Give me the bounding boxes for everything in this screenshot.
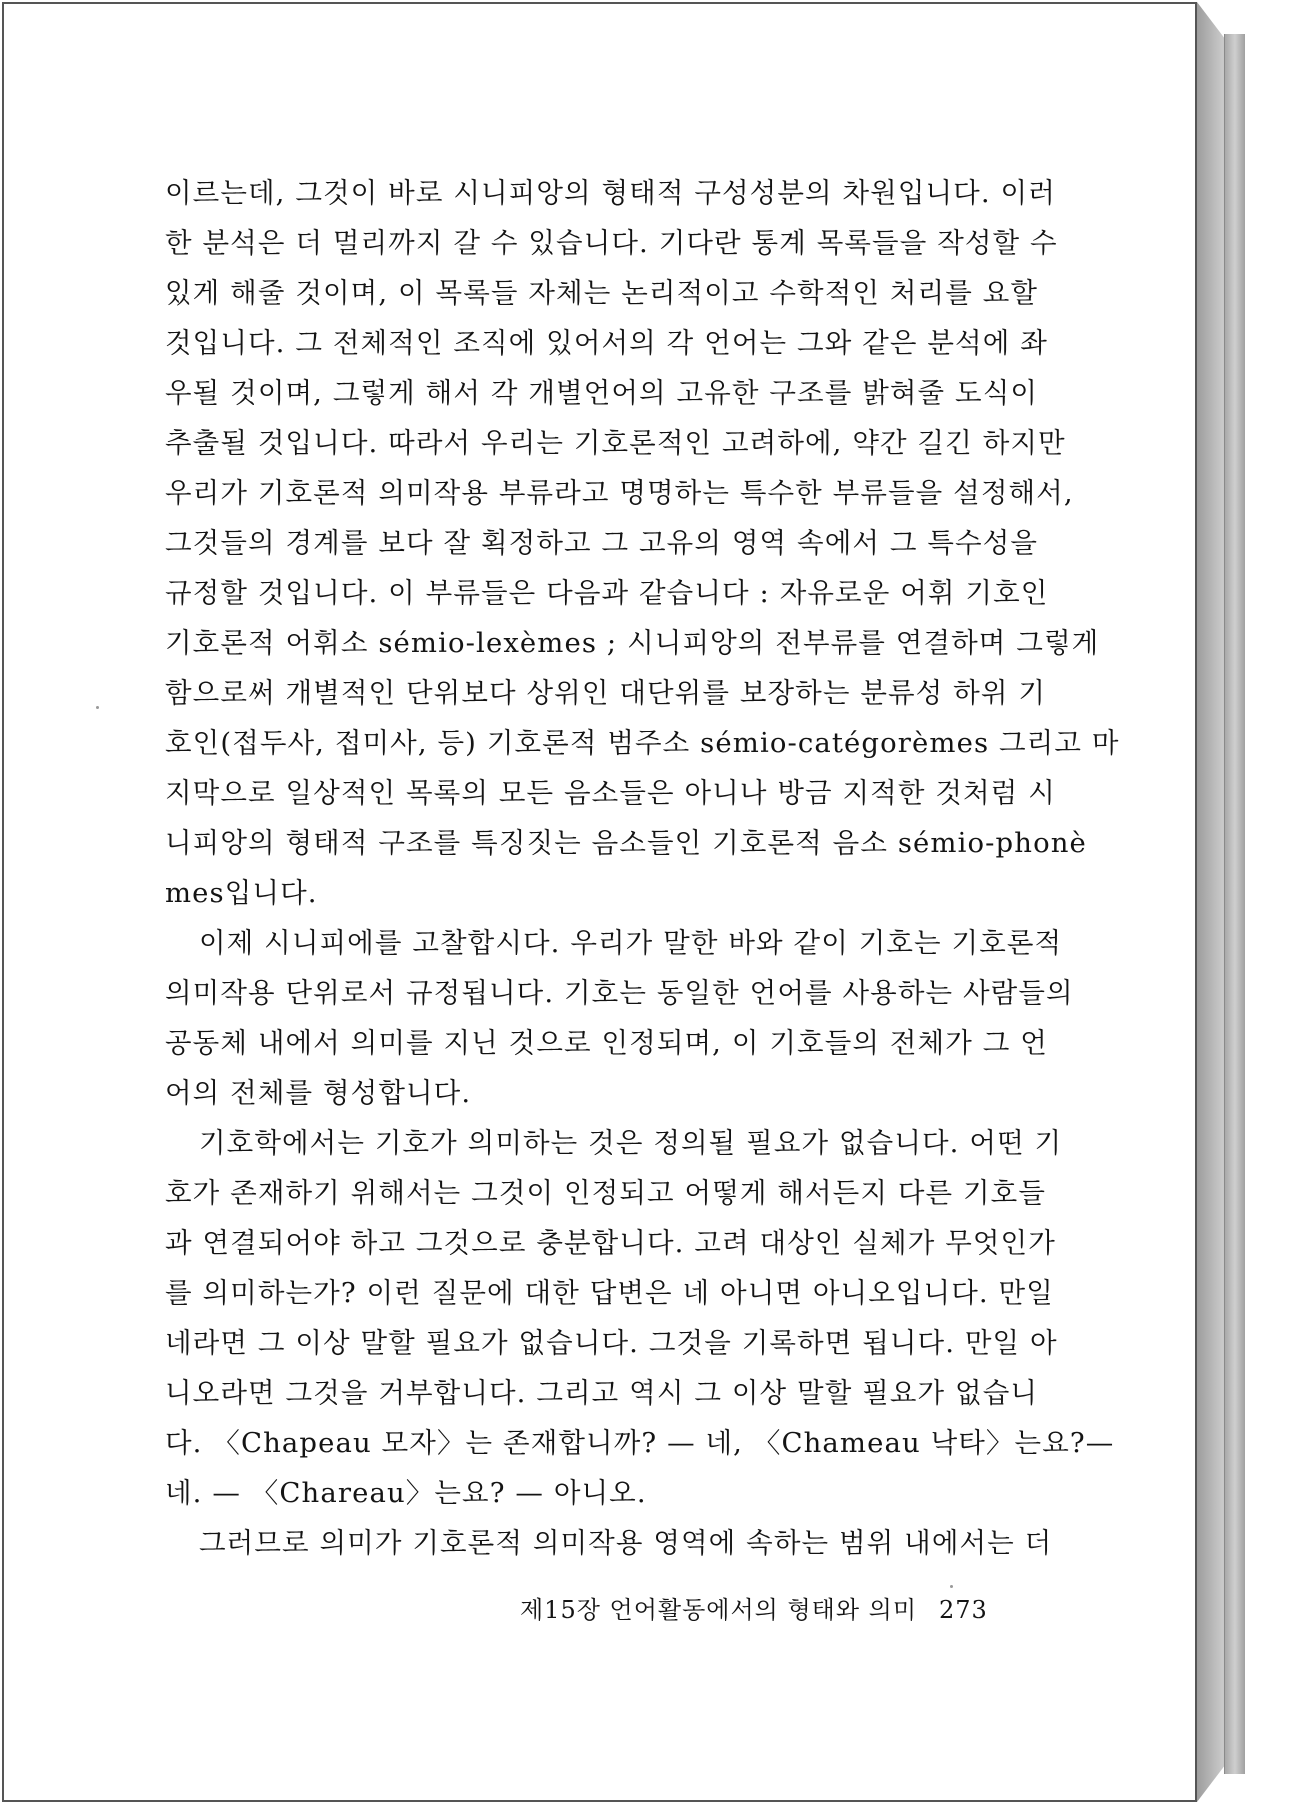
text-line: mes입니다.	[165, 877, 318, 909]
text-line: 그것들의 경계를 보다 잘 획정하고 그 고유의 영역 속에서 그 특수성을	[165, 527, 1039, 559]
page-number: 273	[939, 1596, 988, 1624]
text-line: 것입니다. 그 전체적인 조직에 있어서의 각 언어는 그와 같은 분석에 좌	[165, 327, 1048, 359]
text-line: 추출될 것입니다. 따라서 우리는 기호론적인 고려하에, 약간 길긴 하지만	[165, 427, 1066, 459]
text-line: 니피앙의 형태적 구조를 특징짓는 음소들인 기호론적 음소 sémio-phonè	[165, 827, 1087, 859]
text-line: 우리가 기호론적 의미작용 부류라고 명명하는 특수한 부류들을 설정해서,	[165, 477, 1074, 509]
page-footer	[520, 1590, 988, 1625]
paragraph	[165, 1118, 1115, 1518]
paragraph	[165, 918, 1074, 1118]
running-head: 제15장 언어활동에서의 형태와 의미	[520, 1596, 918, 1624]
text-line: 기호학에서는 기호가 의미하는 것은 정의될 필요가 없습니다. 어떤 기	[199, 1127, 1063, 1159]
text-line: 니오라면 그것을 거부합니다. 그리고 역시 그 이상 말할 필요가 없습니	[165, 1377, 1039, 1409]
text-line: 네라면 그 이상 말할 필요가 없습니다. 그것을 기록하면 됩니다. 만일 아	[165, 1327, 1058, 1359]
page-stack-edge	[1224, 34, 1245, 1774]
text-line: 우될 것이며, 그렇게 해서 각 개별언어의 고유한 구조를 밝혀줄 도식이	[165, 377, 1039, 409]
text-line: 의미작용 단위로서 규정됩니다. 기호는 동일한 언어를 사용하는 사람들의	[165, 977, 1074, 1009]
text-line: 호가 존재하기 위해서는 그것이 인정되고 어떻게 해서든지 다른 기호들	[165, 1177, 1047, 1209]
body-text	[165, 168, 1120, 1568]
scan-speck	[950, 1585, 953, 1588]
scan-speck	[96, 706, 99, 709]
text-line: 지막으로 일상적인 목록의 모든 음소들은 아니나 방금 지적한 것처럼 시	[165, 777, 1056, 809]
paragraph	[165, 168, 1120, 918]
text-line: 이제 시니피에를 고찰합시다. 우리가 말한 바와 같이 기호는 기호론적	[199, 927, 1063, 959]
text-line: 다. 〈Chapeau 모자〉는 존재합니까? — 네, 〈Chameau 낙타〉는요?—	[165, 1427, 1115, 1459]
text-line: 기호론적 어휘소 sémio-lexèmes ; 시니피앙의 전부류를 연결하며 그렇게	[165, 627, 1100, 659]
text-line: 한 분석은 더 멀리까지 갈 수 있습니다. 기다란 통계 목록들을 작성할 수	[165, 227, 1058, 259]
text-line: 그러므로 의미가 기호론적 의미작용 영역에 속하는 범위 내에서는 더	[199, 1527, 1053, 1559]
text-line: 과 연결되어야 하고 그것으로 충분합니다. 고려 대상인 실체가 무엇인가	[165, 1227, 1056, 1259]
text-line: 네. — 〈Chareau〉는요? — 아니오.	[165, 1477, 647, 1509]
text-line: 이르는데, 그것이 바로 시니피앙의 형태적 구성성분의 차원입니다. 이러	[165, 177, 1056, 209]
paragraph	[165, 1518, 1053, 1568]
text-line: 규정할 것입니다. 이 부류들은 다음과 같습니다 : 자유로운 어휘 기호인	[165, 577, 1049, 609]
text-line: 공동체 내에서 의미를 지닌 것으로 인정되며, 이 기호들의 전체가 그 언	[165, 1027, 1048, 1059]
text-line: 함으로써 개별적인 단위보다 상위인 대단위를 보장하는 분류성 하위 기	[165, 677, 1047, 709]
text-line: 를 의미하는가? 이런 질문에 대한 답변은 네 아니면 아니오입니다. 만일	[165, 1277, 1054, 1309]
text-line: 어의 전체를 형성합니다.	[165, 1077, 472, 1109]
text-line: 호인(접두사, 접미사, 등) 기호론적 범주소 sémio-catégorèmes 그리고 마	[165, 727, 1120, 759]
text-line: 있게 해줄 것이며, 이 목록들 자체는 논리적이고 수학적인 처리를 요할	[165, 277, 1039, 309]
